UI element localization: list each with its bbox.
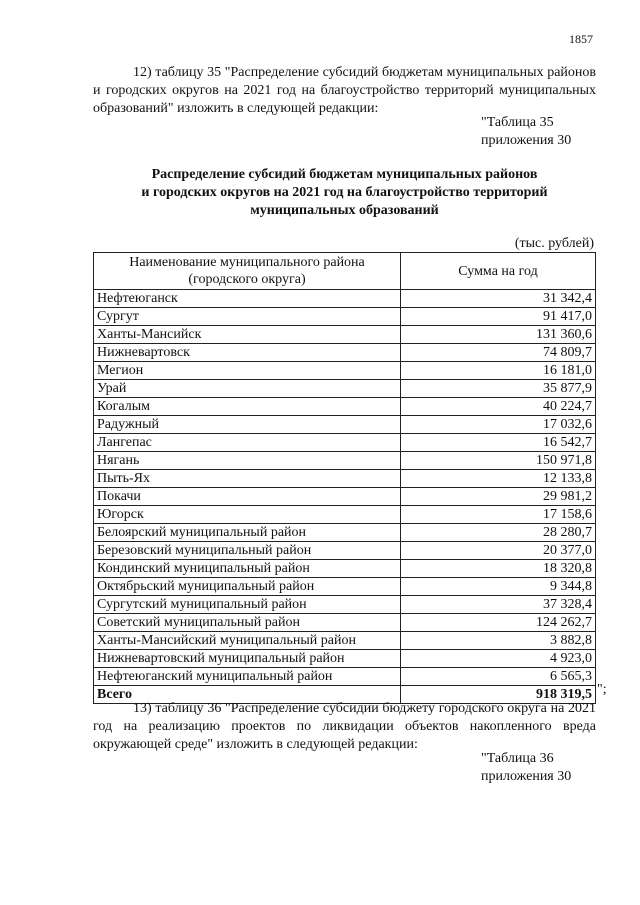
- row-name: Кондинский муниципальный район: [94, 560, 401, 578]
- table-36-reference-line1: "Таблица 36: [481, 751, 554, 766]
- row-sum: 16 542,7: [401, 434, 596, 452]
- row-name: Ханты-Мансийский муниципальный район: [94, 632, 401, 650]
- table-36-reference: [481, 750, 611, 786]
- table-row: [94, 578, 596, 596]
- table-row: [94, 560, 596, 578]
- row-name: Нефтеюганский муниципальный район: [94, 668, 401, 686]
- row-sum: 17 158,6: [401, 506, 596, 524]
- total-sum: 918 319,5: [401, 686, 596, 704]
- row-name: Когалым: [94, 398, 401, 416]
- row-sum: 4 923,0: [401, 650, 596, 668]
- row-name: Пыть-Ях: [94, 470, 401, 488]
- table-row: [94, 614, 596, 632]
- table-row: [94, 542, 596, 560]
- total-label: Всего: [94, 686, 401, 704]
- row-sum: 3 882,8: [401, 632, 596, 650]
- row-name: Октябрьский муниципальный район: [94, 578, 401, 596]
- row-sum: 20 377,0: [401, 542, 596, 560]
- row-sum: 37 328,4: [401, 596, 596, 614]
- table-row: [94, 596, 596, 614]
- row-sum: 91 417,0: [401, 308, 596, 326]
- page-number: 1857: [569, 32, 593, 46]
- row-sum: 124 262,7: [401, 614, 596, 632]
- table-title-line1: Распределение субсидий бюджетам муниципальных районов: [151, 167, 538, 182]
- table-title: [93, 166, 596, 220]
- table-header-row: [94, 253, 596, 290]
- row-name: Покачи: [94, 488, 401, 506]
- table-row: [94, 308, 596, 326]
- table-row: [94, 650, 596, 668]
- row-sum: 131 360,6: [401, 326, 596, 344]
- table-row: [94, 506, 596, 524]
- row-name: Нижневартовский муниципальный район: [94, 650, 401, 668]
- table-row: [94, 362, 596, 380]
- table-35-reference-line1: "Таблица 35: [481, 115, 554, 130]
- row-sum: 40 224,7: [401, 398, 596, 416]
- row-sum: 29 981,2: [401, 488, 596, 506]
- table-36-reference-line2: приложения 30: [481, 769, 572, 784]
- row-name: Ханты-Мансийск: [94, 326, 401, 344]
- row-sum: 28 280,7: [401, 524, 596, 542]
- table-title-line2: и городских округов на 2021 год на благоустройство территорий: [141, 185, 548, 200]
- row-sum: 35 877,9: [401, 380, 596, 398]
- row-sum: 12 133,8: [401, 470, 596, 488]
- row-name: Белоярский муниципальный район: [94, 524, 401, 542]
- table-row: [94, 344, 596, 362]
- table-row: [94, 452, 596, 470]
- row-name: Югорск: [94, 506, 401, 524]
- units-label: (тыс. рублей): [514, 236, 594, 251]
- row-name: Сургутский муниципальный район: [94, 596, 401, 614]
- table-row: [94, 326, 596, 344]
- table-row: [94, 434, 596, 452]
- table-row: [94, 290, 596, 308]
- closing-quote: ";: [597, 682, 607, 697]
- row-sum: 6 565,3: [401, 668, 596, 686]
- table-body: [94, 290, 596, 704]
- row-name: Березовский муниципальный район: [94, 542, 401, 560]
- subsidy-table: [93, 252, 596, 704]
- row-name: Урай: [94, 380, 401, 398]
- paragraph-12: 12) таблицу 35 "Распределение субсидий бюджетам муниципальных районов и городских округов на 2021 год на благоустройство территорий муниципальных образований" изложить в следующей редакции:: [93, 65, 596, 116]
- table-row: [94, 416, 596, 434]
- row-name: Лангепас: [94, 434, 401, 452]
- row-sum: 31 342,4: [401, 290, 596, 308]
- row-name: Нижневартовск: [94, 344, 401, 362]
- row-name: Советский муниципальный район: [94, 614, 401, 632]
- row-name: Радужный: [94, 416, 401, 434]
- table-35-reference-line2: приложения 30: [481, 133, 572, 148]
- row-name: Мегион: [94, 362, 401, 380]
- row-name: Сургут: [94, 308, 401, 326]
- table-row: [94, 398, 596, 416]
- table-row: [94, 470, 596, 488]
- row-sum: 16 181,0: [401, 362, 596, 380]
- row-name: Нефтеюганск: [94, 290, 401, 308]
- header-name: Наименование муниципального района (городского округа): [94, 253, 401, 290]
- paragraph-13: 13) таблицу 36 "Распределение субсидии бюджету городского округа на 2021 год на реализацию проектов по ликвидации объектов накопленного вреда окружающей среде" изложить в следующей редакции:: [93, 701, 596, 752]
- table-title-line3: муниципальных образований: [250, 203, 439, 218]
- table-row: [94, 488, 596, 506]
- row-sum: 18 320,8: [401, 560, 596, 578]
- row-sum: 9 344,8: [401, 578, 596, 596]
- table-row: [94, 380, 596, 398]
- row-name: Нягань: [94, 452, 401, 470]
- table-row: [94, 632, 596, 650]
- table-row: [94, 668, 596, 686]
- row-sum: 150 971,8: [401, 452, 596, 470]
- header-sum: Сумма на год: [401, 253, 596, 290]
- table-row: [94, 524, 596, 542]
- row-sum: 17 032,6: [401, 416, 596, 434]
- table-35-reference: [481, 114, 611, 150]
- row-sum: 74 809,7: [401, 344, 596, 362]
